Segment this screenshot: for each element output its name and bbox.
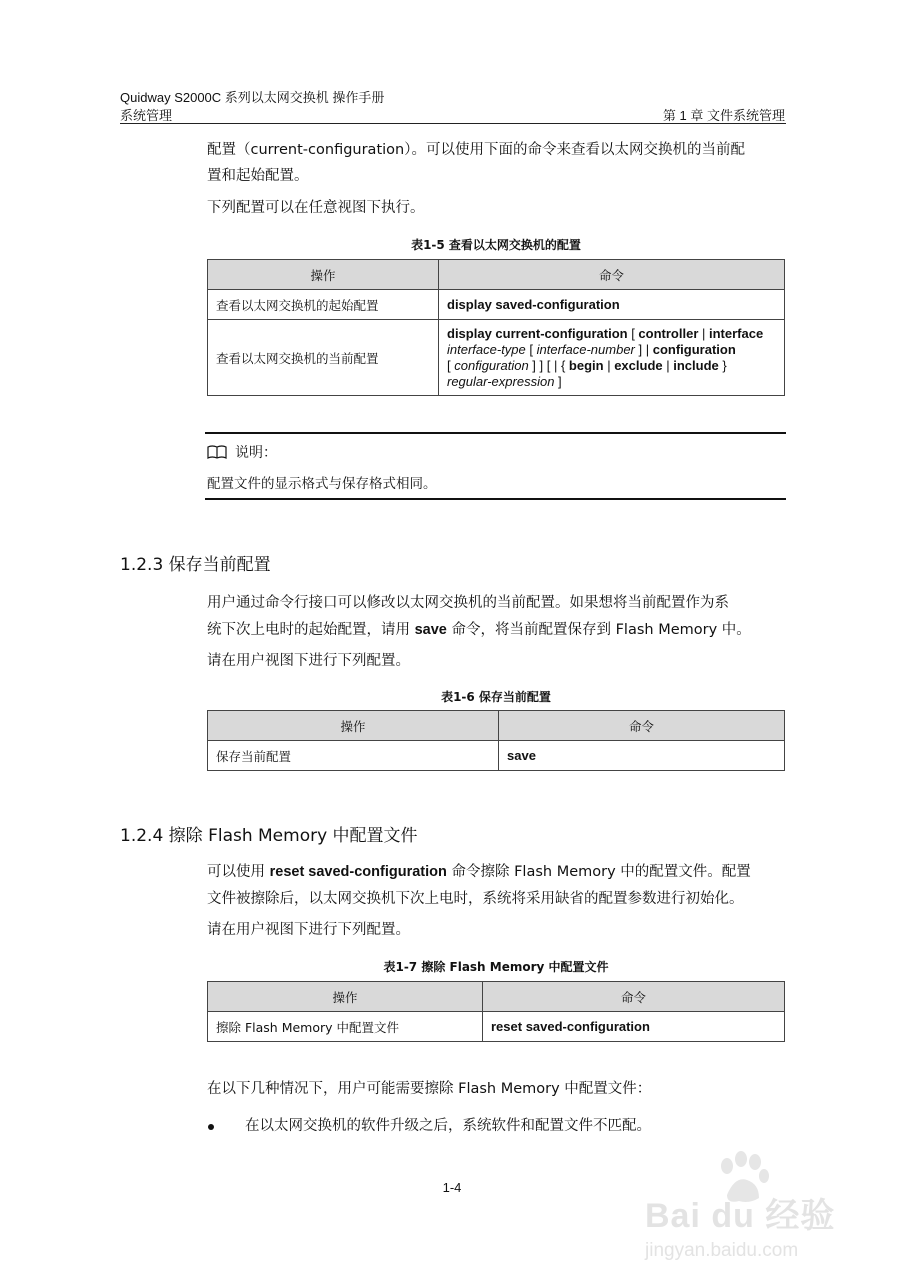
baidu-logo-text: Bai du 经验 bbox=[645, 1197, 836, 1235]
header-rule bbox=[120, 123, 786, 124]
note-text: 配置文件的显示格式与保存格式相同。 bbox=[207, 476, 437, 492]
header-section: 系统管理 bbox=[120, 108, 173, 123]
sec124-line-3: 请在用户视图下进行下列配置。 bbox=[207, 922, 410, 938]
note-top-rule bbox=[205, 432, 786, 434]
bullet-dot bbox=[208, 1124, 214, 1130]
sec123-line-3: 请在用户视图下进行下列配置。 bbox=[207, 653, 410, 669]
bullet-item-1: 在以太网交换机的软件升级之后，系统软件和配置文件不匹配。 bbox=[245, 1118, 651, 1134]
closing-intro: 在以下几种情况下，用户可能需要擦除 Flash Memory 中配置文件： bbox=[207, 1081, 652, 1097]
section-1-2-3-body bbox=[207, 590, 787, 675]
sec124-line-1: 可以使用 reset saved-configuration 命令擦除 Flash Memory 中的配置文件。配置 bbox=[207, 864, 751, 880]
table-6-caption: 表1-6 保存当前配置 bbox=[441, 690, 551, 704]
intro-paragraph bbox=[207, 137, 787, 221]
note-title-row bbox=[207, 442, 277, 462]
table-7-caption: 表1-7 擦除 Flash Memory 中配置文件 bbox=[383, 960, 609, 974]
table-5-header-op: 操作 bbox=[208, 260, 439, 290]
page-number: 1-4 bbox=[442, 1180, 462, 1195]
table-6 bbox=[207, 710, 785, 771]
table-7-header-cmd: 命令 bbox=[483, 982, 785, 1012]
table-5-row1-cmd: display saved-configuration bbox=[439, 290, 785, 320]
header-product-line: Quidway S2000C 系列以太网交换机 操作手册 bbox=[120, 90, 385, 105]
table-6-row1-cmd: save bbox=[499, 741, 785, 771]
sec123-line-1: 用户通过命令行接口可以修改以太网交换机的当前配置。如果想将当前配置作为系 bbox=[207, 595, 729, 611]
sec123-line-2: 统下次上电时的起始配置，请用 save 命令，将当前配置保存到 Flash Memory 中。 bbox=[207, 622, 751, 638]
section-1-2-4-title: 1.2.4 擦除 Flash Memory 中配置文件 bbox=[120, 826, 418, 846]
table-7-row1-op: 擦除 Flash Memory 中配置文件 bbox=[208, 1012, 483, 1042]
table-6-header-op: 操作 bbox=[208, 711, 499, 741]
intro-line-1: 配置（current-configuration）。可以使用下面的命令来查看以太网交换机的当前配 bbox=[207, 142, 745, 158]
section-1-2-4-body bbox=[207, 859, 787, 944]
book-icon bbox=[207, 445, 227, 459]
note-bottom-rule bbox=[205, 498, 786, 500]
intro-line-3: 下列配置可以在任意视图下执行。 bbox=[207, 200, 425, 216]
table-5-row2-cmd: display current-configuration [ controller | interface interface-type [ interface-number ] | configuration [ configuration ] ] [ | { begin | exclude | include } regular-expression ] bbox=[439, 320, 785, 396]
note-title: 说明： bbox=[235, 445, 277, 461]
section-1-2-3-title: 1.2.3 保存当前配置 bbox=[120, 555, 271, 575]
save-command-text: save bbox=[414, 622, 447, 638]
table-5-row1-op: 查看以太网交换机的起始配置 bbox=[208, 290, 439, 320]
table-6-header-cmd: 命令 bbox=[499, 711, 785, 741]
table-6-row1-op: 保存当前配置 bbox=[208, 741, 499, 771]
watermark-url: jingyan.baidu.com bbox=[645, 1240, 799, 1261]
baidu-watermark bbox=[645, 1150, 885, 1270]
table-7-header-op: 操作 bbox=[208, 982, 483, 1012]
sec124-line-2: 文件被擦除后，以太网交换机下次上电时，系统将采用缺省的配置参数进行初始化。 bbox=[207, 891, 744, 907]
intro-line-2: 置和起始配置。 bbox=[207, 168, 309, 184]
table-5 bbox=[207, 259, 785, 396]
table-7-row1-cmd: reset saved-configuration bbox=[483, 1012, 785, 1042]
table-7 bbox=[207, 981, 785, 1042]
table-5-header-cmd: 命令 bbox=[439, 260, 785, 290]
table-5-caption: 表1-5 查看以太网交换机的配置 bbox=[411, 238, 581, 252]
header-chapter: 第 1 章 文件系统管理 bbox=[662, 108, 785, 123]
reset-command-text: reset saved-configuration bbox=[269, 864, 447, 880]
table-5-row2-op: 查看以太网交换机的当前配置 bbox=[208, 320, 439, 396]
